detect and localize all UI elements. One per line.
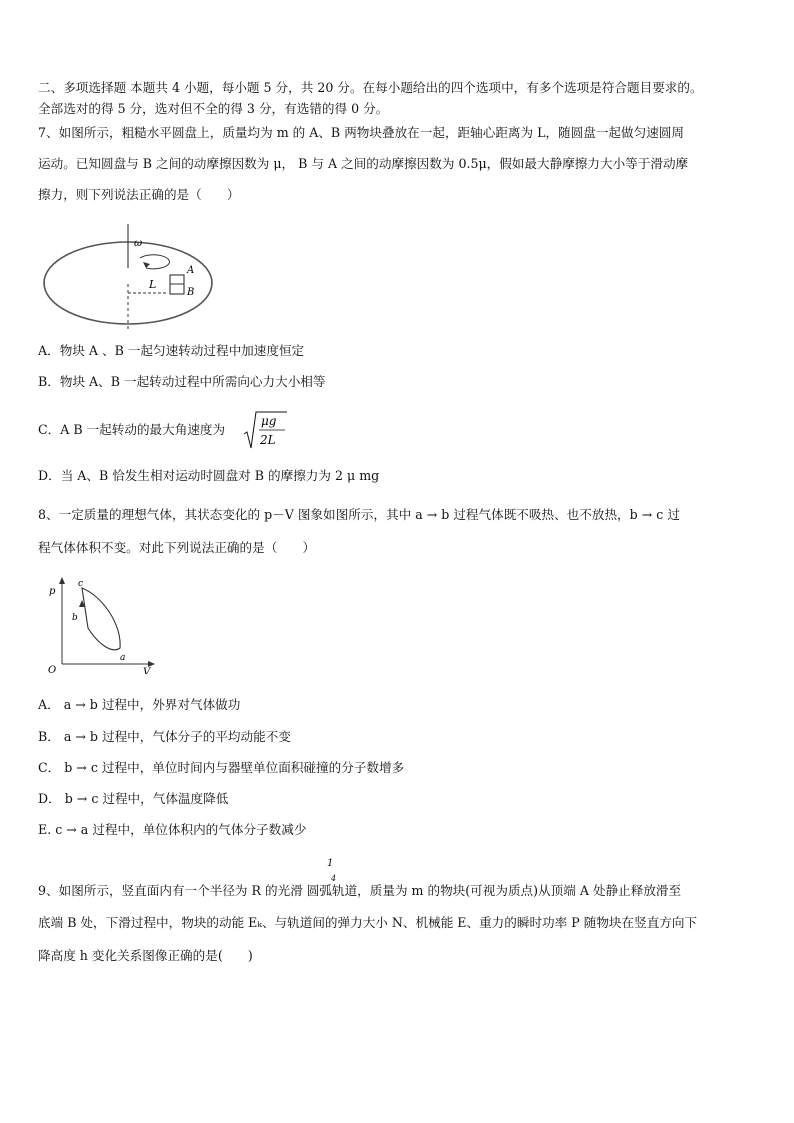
q7-option-c-denominator: 2L <box>260 433 276 447</box>
q7-option-b: B．物块 A、B 一起转动过程中所需向心力大小相等 <box>38 374 326 389</box>
q8-origin-label: O <box>48 665 57 674</box>
q7-stem-line1: 7、如图所示，粗糙水平圆盘上，质量均为 m 的 A、B 两物块叠放在一起，距轴心距离为 L，随圆盘一起做匀速圆周 <box>38 125 684 140</box>
q7-rotating-disk-figure <box>40 222 220 332</box>
section-heading-line1: 二、多项选择题 本题共 4 小题，每小题 5 分，共 20 分。在每小题给出的四个选项中，有多个选项是符合题目要求的。 <box>38 80 703 95</box>
q8-option-d: D． b → c 过程中，气体温度降低 <box>38 791 229 806</box>
q8-b-label: b <box>72 613 78 623</box>
q8-option-a: A． a → b 过程中，外界对气体做功 <box>38 697 241 712</box>
q8-stem-line2: 程气体体积不变。对此下列说法正确的是（ ） <box>38 540 316 555</box>
q7-A-label: A <box>187 265 195 276</box>
q7-L-label: L <box>149 278 157 291</box>
q7-option-a: A．物块 A 、B 一起匀速转动过程中加速度恒定 <box>38 343 305 358</box>
q9-stem-line1: 9、如图所示，竖直面内有一个半径为 R 的光滑 圆弧轨道，质量为 m 的物块(可视为质点)从顶端 A 处静止释放滑至 <box>38 883 682 898</box>
q8-option-b: B． a → b 过程中，气体分子的平均动能不变 <box>38 729 291 744</box>
q8-pv-diagram <box>42 574 160 674</box>
q7-option-c-numerator: μg <box>261 414 277 428</box>
q8-c-label: c <box>78 579 84 589</box>
q8-option-e: E. c → a 过程中，单位体积内的气体分子数减少 <box>38 822 307 837</box>
q8-a-label: a <box>120 653 126 663</box>
q9-fraction-denominator: 4 <box>331 874 337 883</box>
section-heading-line2: 全部选对的得 5 分，选对但不全的得 3 分，有选错的得 0 分。 <box>38 101 389 116</box>
q7-option-c-sqrt <box>243 410 287 450</box>
q7-omega-label: ω <box>134 238 143 249</box>
q7-option-d: D．当 A、B 恰发生相对运动时圆盘对 B 的摩擦力为 2 μ mg <box>38 468 380 483</box>
q7-stem-line3: 擦力，则下列说法正确的是（ ） <box>38 187 240 202</box>
q7-stem-line2: 运动。已知圆盘与 B 之间的动摩擦因数为 μ， B 与 A 之间的动摩擦因数为 0.5μ，假如最大静摩擦力大小等于滑动摩 <box>38 156 689 171</box>
q7-option-c-text: C．A B 一起转动的最大角速度为 <box>38 422 226 437</box>
q7-B-label: B <box>187 287 195 298</box>
q9-stem-line3: 降高度 h 变化关系图像正确的是( ) <box>38 948 253 963</box>
q8-p-axis-label: p <box>49 586 56 597</box>
q8-V-axis-label: V <box>143 667 151 674</box>
q8-option-c: C． b → c 过程中，单位时间内与器壁单位面积碰撞的分子数增多 <box>38 760 405 775</box>
q8-stem-line1: 8、一定质量的理想气体，其状态变化的 p－V 图象如图所示，其中 a → b 过程气体既不吸热、也不放热，b → c 过 <box>38 507 680 522</box>
q9-fraction-numerator: 1 <box>327 858 334 869</box>
q7-option-c <box>38 414 277 454</box>
q9-stem-line2: 底端 B 处，下滑过程中，物块的动能 Eₖ、与轨道间的弹力大小 N、机械能 E、重力的瞬时功率 P 随物块在竖直方向下 <box>38 915 698 930</box>
